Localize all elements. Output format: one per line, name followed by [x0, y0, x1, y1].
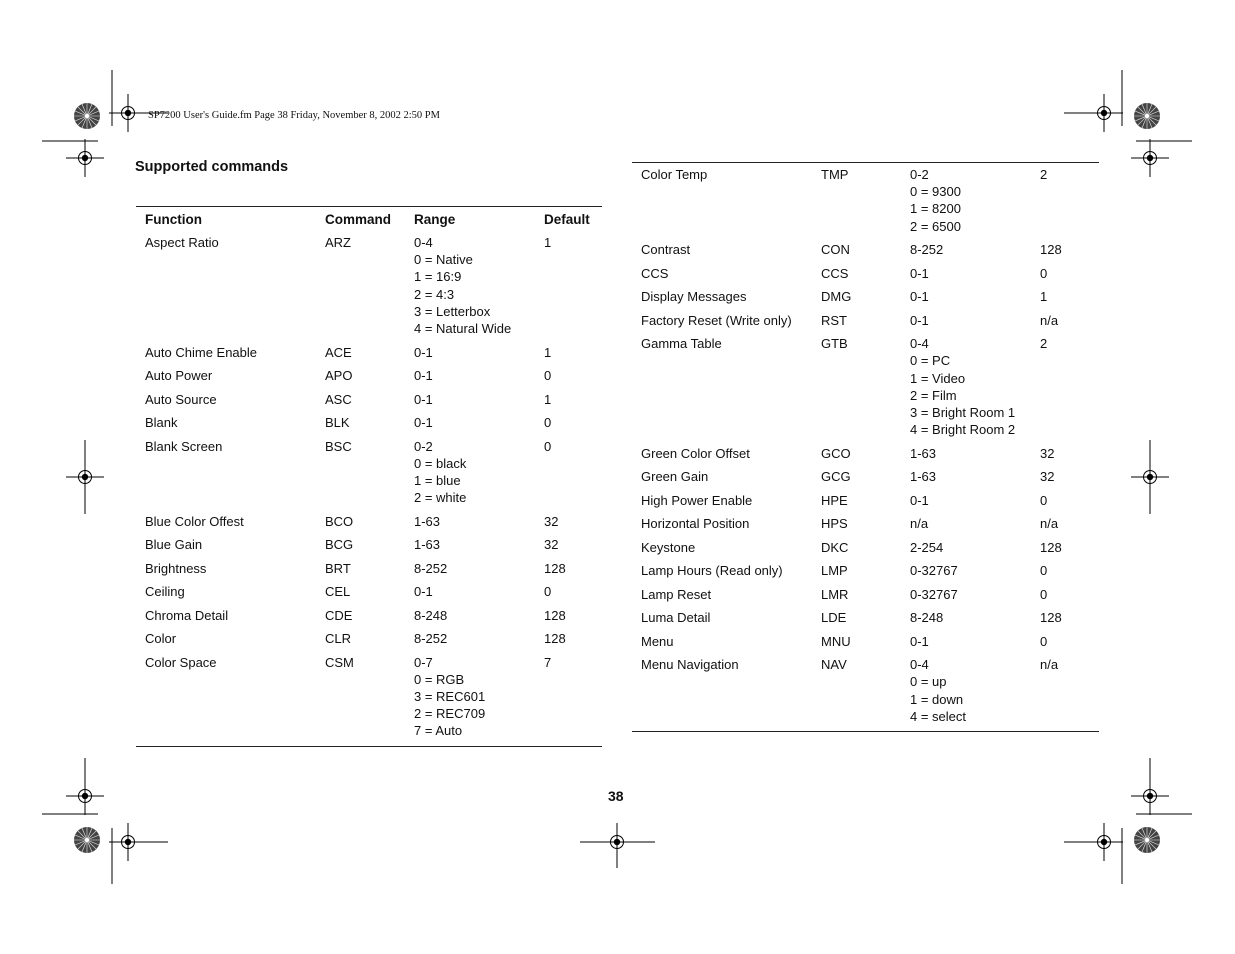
- range-cell: [901, 445, 1031, 469]
- range-value: 1 = blue: [414, 472, 461, 488]
- range-value: 0 = RGB: [414, 671, 465, 687]
- commands-table-right: [632, 162, 1099, 732]
- default-cell: 1: [1040, 289, 1048, 305]
- table-row: [632, 586, 1099, 610]
- range-value: 0-1: [414, 368, 433, 384]
- command-cell: LDE: [821, 610, 847, 626]
- range-value: 3 = Bright Room 1: [910, 404, 1016, 420]
- range-value: 0-32767: [910, 586, 958, 602]
- range-value: 0 = 9300: [910, 184, 961, 200]
- command-cell: CLR: [325, 631, 352, 647]
- range-cell: [405, 344, 535, 368]
- command-cell: NAV: [821, 657, 847, 673]
- range-cell: [901, 586, 1031, 610]
- starburst-icon: [1134, 827, 1160, 853]
- function-cell: Menu: [641, 633, 674, 649]
- range-cell: [901, 265, 1031, 289]
- starburst-icon: [1134, 103, 1160, 129]
- function-cell: Gamma Table: [641, 336, 722, 352]
- default-cell: 0: [1040, 492, 1048, 508]
- crosshair-icon: [66, 139, 104, 177]
- function-cell: Auto Chime Enable: [145, 344, 258, 360]
- range-value: 3 = REC601: [414, 689, 486, 705]
- table-row: [632, 241, 1099, 265]
- default-cell: 2: [1040, 167, 1048, 182]
- command-cell: ARZ: [325, 235, 351, 250]
- table-row: [136, 367, 602, 391]
- default-cell: 128: [1040, 610, 1062, 626]
- range-cell: [901, 312, 1031, 336]
- range-value: 1 = down: [910, 691, 964, 707]
- column-header-command: Command: [325, 212, 392, 227]
- default-cell: 32: [544, 537, 559, 553]
- command-cell: BCO: [325, 513, 354, 529]
- range-value: 0-1: [414, 391, 433, 407]
- command-cell: GCO: [821, 445, 851, 461]
- range-cell: [405, 536, 535, 560]
- command-cell: APO: [325, 368, 353, 384]
- range-cell: [405, 231, 535, 344]
- range-cell: [901, 656, 1031, 732]
- table-row: [632, 265, 1099, 289]
- command-cell: CCS: [821, 265, 849, 281]
- table-row: [632, 515, 1099, 539]
- function-cell: Brightness: [145, 560, 207, 576]
- command-cell: LMP: [821, 563, 848, 579]
- function-cell: Lamp Reset: [641, 586, 712, 602]
- range-value: 2 = 4:3: [414, 286, 455, 302]
- range-value: n/a: [910, 516, 929, 532]
- range-value: 2 = white: [414, 490, 467, 506]
- range-value: 1-63: [910, 469, 937, 485]
- command-cell: ACE: [325, 344, 352, 360]
- range-value: 8-252: [414, 560, 448, 576]
- range-value: 1-63: [414, 537, 441, 553]
- table-row: [632, 445, 1099, 469]
- default-cell: 0: [1040, 586, 1048, 602]
- default-cell: 7: [544, 654, 552, 670]
- function-cell: CCS: [641, 265, 669, 281]
- default-cell: 128: [544, 607, 566, 623]
- table-row: [136, 391, 602, 415]
- command-cell: GTB: [821, 336, 848, 352]
- page-number: 38: [608, 788, 624, 804]
- table-row: [136, 536, 602, 560]
- function-cell: Color Space: [145, 654, 217, 670]
- function-cell: Green Gain: [641, 469, 709, 485]
- function-cell: Lamp Hours (Read only): [641, 563, 783, 579]
- function-cell: High Power Enable: [641, 492, 753, 508]
- range-value: 0-4: [910, 336, 929, 352]
- range-value: 0-2: [910, 167, 929, 182]
- range-value: 0-1: [910, 633, 929, 649]
- range-value: 0-4: [910, 657, 929, 673]
- default-cell: n/a: [1040, 516, 1059, 532]
- column-header-function: Function: [145, 212, 202, 227]
- function-cell: Blue Gain: [145, 537, 203, 553]
- command-cell: CSM: [325, 654, 354, 670]
- table-row: [632, 468, 1099, 492]
- range-value: 0-32767: [910, 563, 958, 579]
- command-cell: CEL: [325, 584, 351, 600]
- range-cell: [901, 241, 1031, 265]
- command-cell: CON: [821, 242, 850, 258]
- range-cell: [405, 391, 535, 415]
- function-cell: Color Temp: [641, 167, 708, 182]
- range-value: 8-248: [910, 610, 944, 626]
- range-cell: [405, 367, 535, 391]
- command-cell: BLK: [325, 415, 350, 431]
- range-value: 2-254: [910, 539, 944, 555]
- range-value: 8-252: [414, 631, 448, 647]
- command-cell: MNU: [821, 633, 851, 649]
- table-row: [136, 630, 602, 654]
- table-row: [136, 607, 602, 631]
- range-cell: [405, 438, 535, 513]
- command-cell: BCG: [325, 537, 354, 553]
- table-row: [632, 633, 1099, 657]
- default-cell: 0: [544, 415, 552, 431]
- range-value: 0 = black: [414, 455, 467, 471]
- range-cell: [901, 539, 1031, 563]
- default-cell: n/a: [1040, 312, 1059, 328]
- command-cell: HPE: [821, 492, 848, 508]
- range-cell: [901, 609, 1031, 633]
- range-cell: [405, 513, 535, 537]
- range-value: 8-248: [414, 607, 448, 623]
- function-cell: Chroma Detail: [145, 607, 229, 623]
- default-cell: 0: [1040, 633, 1048, 649]
- range-value: 1 = 8200: [910, 201, 961, 217]
- range-value: 0-1: [910, 492, 929, 508]
- command-cell: ASC: [325, 391, 352, 407]
- range-cell: [901, 335, 1031, 445]
- default-cell: 0: [544, 368, 552, 384]
- starburst-icon: [74, 827, 100, 853]
- range-value: 0-2: [414, 438, 433, 454]
- range-value: 0-1: [414, 344, 433, 360]
- default-cell: 128: [544, 560, 566, 576]
- range-cell: [901, 163, 1031, 242]
- range-value: 3 = Letterbox: [414, 303, 491, 319]
- default-cell: 32: [544, 513, 559, 529]
- function-cell: Ceiling: [145, 584, 185, 600]
- function-cell: Keystone: [641, 539, 696, 555]
- default-cell: 32: [1040, 445, 1055, 461]
- range-cell: [901, 515, 1031, 539]
- function-cell: Auto Power: [145, 368, 213, 384]
- range-value: 2 = REC709: [414, 706, 486, 722]
- table-row: [632, 492, 1099, 516]
- range-value: 4 = Natural Wide: [414, 321, 512, 337]
- range-value: 0-4: [414, 235, 433, 250]
- range-cell: [405, 560, 535, 584]
- starburst-icon: [74, 103, 100, 129]
- table-row: [632, 335, 1099, 445]
- range-value: 1-63: [910, 445, 937, 461]
- range-value: 0 = up: [910, 674, 947, 690]
- table-row: [136, 560, 602, 584]
- function-cell: Menu Navigation: [641, 657, 739, 673]
- table-row: [632, 656, 1099, 732]
- default-cell: 128: [1040, 242, 1062, 258]
- table-row: [136, 513, 602, 537]
- range-cell: [901, 562, 1031, 586]
- table-row: [136, 583, 602, 607]
- function-cell: Color: [145, 631, 177, 647]
- range-value: 7 = Auto: [414, 723, 463, 739]
- column-header-range: Range: [414, 212, 456, 227]
- default-cell: n/a: [1040, 657, 1059, 673]
- function-cell: Green Color Offset: [641, 445, 750, 461]
- range-cell: [405, 583, 535, 607]
- range-value: 0-7: [414, 654, 433, 670]
- default-cell: 128: [1040, 539, 1062, 555]
- function-cell: Blank: [145, 415, 178, 431]
- file-header-line: SP7200 User's Guide.fm Page 38 Friday, November 8, 2002 2:50 PM: [148, 110, 440, 121]
- command-cell: TMP: [821, 167, 849, 182]
- command-cell: BRT: [325, 560, 351, 576]
- command-cell: GCG: [821, 469, 851, 485]
- table-row: [632, 562, 1099, 586]
- range-value: 1-63: [414, 513, 441, 529]
- crosshair-icon: [1131, 139, 1169, 177]
- default-cell: 1: [544, 344, 552, 360]
- function-cell: Luma Detail: [641, 610, 711, 626]
- column-header-default: Default: [544, 212, 590, 227]
- range-cell: [901, 288, 1031, 312]
- range-cell: [901, 633, 1031, 657]
- function-cell: Auto Source: [145, 391, 217, 407]
- table-row: [632, 539, 1099, 563]
- table-row: [632, 609, 1099, 633]
- function-cell: Horizontal Position: [641, 516, 750, 532]
- command-cell: DMG: [821, 289, 852, 305]
- range-value: 1 = Video: [910, 370, 966, 386]
- command-cell: RST: [821, 312, 847, 328]
- commands-table-left: [136, 206, 602, 747]
- function-cell: Blank Screen: [145, 438, 223, 454]
- range-value: 0-1: [910, 312, 929, 328]
- range-value: 0-1: [414, 415, 433, 431]
- range-cell: [901, 492, 1031, 516]
- range-cell: [405, 630, 535, 654]
- range-value: 0 = PC: [910, 353, 951, 369]
- range-value: 2 = Film: [910, 387, 957, 403]
- command-cell: LMR: [821, 586, 849, 602]
- default-cell: 0: [1040, 265, 1048, 281]
- table-row: [136, 654, 602, 747]
- range-value: 4 = Bright Room 2: [910, 422, 1016, 438]
- default-cell: 0: [1040, 563, 1048, 579]
- table-row: [136, 231, 602, 344]
- command-cell: BSC: [325, 438, 352, 454]
- default-cell: 1: [544, 391, 552, 407]
- default-cell: 2: [1040, 336, 1048, 352]
- default-cell: 32: [1040, 469, 1055, 485]
- range-cell: [405, 654, 535, 747]
- table-row: [136, 438, 602, 513]
- range-value: 0-1: [910, 265, 929, 281]
- function-cell: Display Messages: [641, 289, 747, 305]
- section-title: Supported commands: [135, 159, 289, 175]
- range-cell: [901, 468, 1031, 492]
- range-value: 0-1: [910, 289, 929, 305]
- function-cell: Contrast: [641, 242, 691, 258]
- function-cell: Factory Reset (Write only): [641, 312, 792, 328]
- range-value: 4 = select: [910, 708, 967, 724]
- range-value: 2 = 6500: [910, 218, 961, 234]
- table-row: [136, 344, 602, 368]
- table-row: [632, 288, 1099, 312]
- default-cell: 0: [544, 438, 552, 454]
- range-value: 1 = 16:9: [414, 269, 462, 285]
- table-row: [136, 414, 602, 438]
- range-value: 8-252: [910, 242, 944, 258]
- default-cell: 0: [544, 584, 552, 600]
- range-cell: [405, 607, 535, 631]
- default-cell: 128: [544, 631, 566, 647]
- table-row: [632, 312, 1099, 336]
- function-cell: Aspect Ratio: [145, 235, 219, 250]
- range-value: 0 = Native: [414, 252, 473, 268]
- function-cell: Blue Color Offest: [145, 513, 244, 529]
- command-cell: DKC: [821, 539, 849, 555]
- command-cell: HPS: [821, 516, 848, 532]
- table-row: [632, 163, 1099, 242]
- command-cell: CDE: [325, 607, 353, 623]
- default-cell: 1: [544, 235, 552, 250]
- range-value: 0-1: [414, 584, 433, 600]
- range-cell: [405, 414, 535, 438]
